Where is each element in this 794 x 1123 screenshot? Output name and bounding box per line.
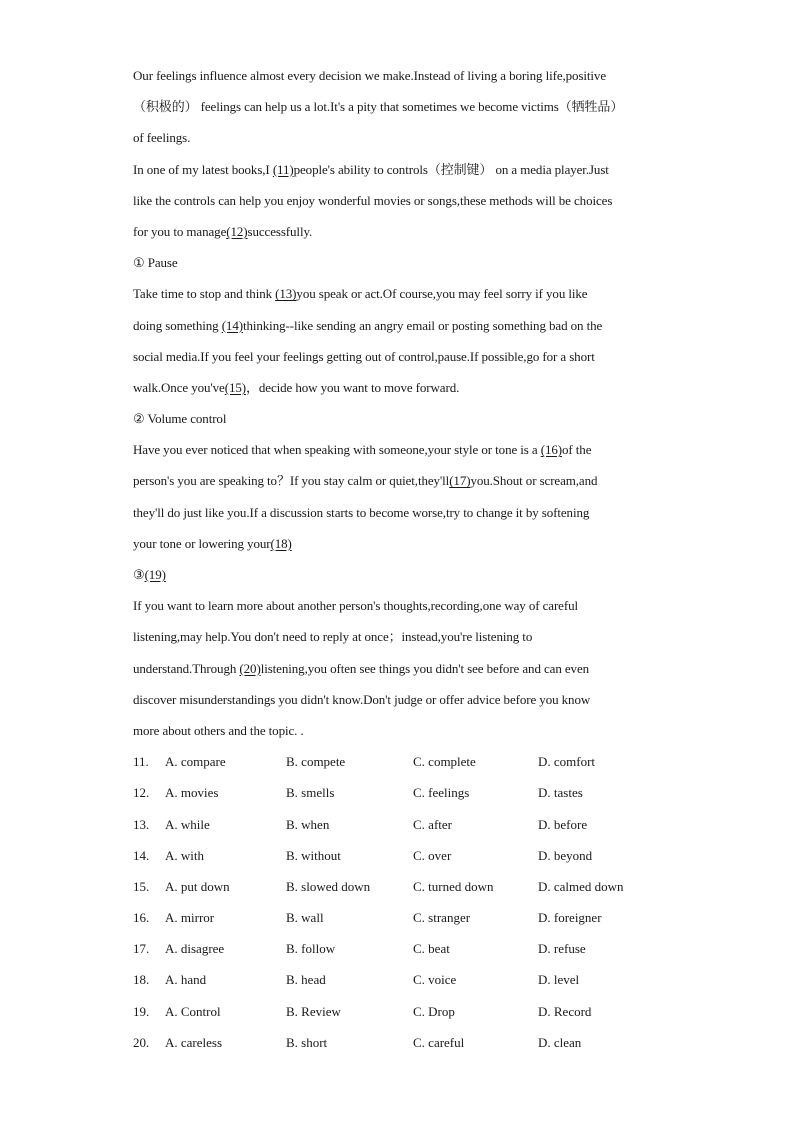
passage-text: If you want to learn more about another person's thoughts,recording,one way of careful	[133, 598, 578, 614]
option-c: C. feelings	[413, 785, 470, 801]
option-d: D. before	[538, 816, 588, 832]
option-b: B. wall	[286, 910, 324, 926]
blank-marker: (20)	[239, 660, 261, 676]
passage-text: social media.If you feel your feelings getting out of control,pause.If possible,go for a short	[133, 348, 595, 364]
question-row	[133, 871, 673, 902]
question-row	[133, 996, 673, 1027]
option-a: A. careless	[165, 1034, 223, 1050]
passage-line	[133, 247, 673, 278]
passage-text: for you to manage	[133, 223, 227, 239]
option-c: C. turned down	[413, 878, 494, 894]
option-d: D. clean	[538, 1034, 582, 1050]
blank-marker: (17)	[449, 473, 471, 489]
blank-marker: (16)	[540, 442, 562, 458]
option-c: C. complete	[413, 754, 476, 770]
passage-text: successfully.	[247, 223, 313, 239]
option-a: A. with	[165, 847, 204, 863]
question-row	[133, 840, 673, 871]
question-number: 20.	[133, 1034, 150, 1050]
passage-text: ① Pause	[133, 255, 178, 271]
option-a: A. compare	[165, 754, 226, 770]
reading-passage	[133, 60, 673, 746]
question-row	[133, 777, 673, 808]
passage-text: ，decide how you want to move forward.	[245, 379, 460, 395]
passage-line	[133, 310, 673, 341]
passage-line	[133, 497, 673, 528]
question-row	[133, 746, 673, 777]
passage-text: more about others and the topic. .	[133, 722, 304, 738]
question-row	[133, 809, 673, 840]
option-b: B. Review	[286, 1003, 341, 1019]
passage-line	[133, 653, 673, 684]
option-a: A. disagree	[165, 941, 225, 957]
option-d: D. Record	[538, 1003, 592, 1019]
passage-line	[133, 684, 673, 715]
option-a: A. Control	[165, 1003, 221, 1019]
passage-text: understand.Through	[133, 660, 240, 676]
passage-line	[133, 434, 673, 465]
option-b: B. without	[286, 847, 341, 863]
passage-text: of feelings.	[133, 130, 191, 146]
passage-line	[133, 91, 673, 122]
option-c: C. Drop	[413, 1003, 455, 1019]
blank-marker: (14)	[221, 317, 243, 333]
blank-marker: (12)	[226, 223, 248, 239]
blank-marker: (11)	[272, 161, 294, 177]
option-d: D. level	[538, 972, 580, 988]
option-d: D. tastes	[538, 785, 583, 801]
passage-line	[133, 185, 673, 216]
option-d: D. comfort	[538, 754, 596, 770]
passage-text: doing something	[133, 317, 222, 333]
document-page	[133, 60, 673, 1058]
passage-text: ③	[133, 567, 145, 582]
option-b: B. follow	[286, 941, 336, 957]
option-a: A. while	[165, 816, 210, 832]
passage-line	[133, 465, 673, 496]
passage-text: you.Shout or scream,and	[470, 473, 598, 489]
question-row	[133, 902, 673, 933]
passage-text: Take time to stop and think	[133, 286, 276, 302]
option-c: C. voice	[413, 972, 457, 988]
option-a: A. put down	[165, 878, 230, 894]
passage-text: walk.Once you've	[133, 379, 225, 395]
passage-text: your tone or lowering your	[133, 535, 271, 551]
question-list	[133, 746, 673, 1058]
passage-text: Our feelings influence almost every decision we make.Instead of living a boring life,positive	[133, 68, 607, 83]
blank-marker: (19)	[144, 567, 166, 582]
passage-line	[133, 278, 673, 309]
passage-line	[133, 341, 673, 372]
option-d: D. beyond	[538, 847, 593, 863]
passage-line	[133, 559, 673, 590]
blank-marker: (15)	[224, 379, 246, 395]
question-number: 12.	[133, 785, 150, 801]
passage-text: In one of my latest books,I	[133, 161, 273, 177]
passage-text: person's you are speaking to？If you stay calm or quiet,they'll	[133, 473, 450, 489]
passage-line	[133, 154, 673, 185]
passage-text: Have you ever noticed that when speaking with someone,your style or tone is a	[133, 442, 541, 458]
option-c: C. over	[413, 847, 452, 863]
option-c: C. careful	[413, 1034, 465, 1050]
question-row	[133, 933, 673, 964]
option-d: D. calmed down	[538, 878, 624, 894]
option-c: C. after	[413, 816, 452, 832]
option-b: B. head	[286, 972, 326, 988]
question-row	[133, 1027, 673, 1058]
option-b: B. when	[286, 816, 330, 832]
passage-text: thinking--like sending an angry email or posting something bad on the	[242, 317, 603, 333]
question-number: 14.	[133, 847, 150, 863]
blank-marker: (18)	[270, 535, 292, 551]
passage-text: you speak or act.Of course,you may feel sorry if you like	[296, 286, 588, 302]
passage-text: listening,may help.You don't need to reply at once；instead,you're listening to	[133, 629, 533, 645]
option-c: C. stranger	[413, 910, 471, 926]
passage-line	[133, 590, 673, 621]
passage-text: like the controls can help you enjoy wonderful movies or songs,these methods will be choices	[133, 192, 613, 208]
passage-text: discover misunderstandings you didn't know.Don't judge or offer advice before you know	[133, 691, 591, 707]
question-row	[133, 964, 673, 995]
question-number: 11.	[133, 754, 149, 770]
passage-text: ② Volume control	[133, 411, 227, 427]
question-number: 18.	[133, 972, 150, 988]
passage-line	[133, 60, 673, 91]
option-d: D. refuse	[538, 941, 586, 957]
passage-text: of the	[562, 442, 592, 458]
option-b: B. slowed down	[286, 878, 371, 894]
blank-marker: (13)	[275, 286, 297, 302]
passage-line	[133, 403, 673, 434]
question-number: 19.	[133, 1003, 150, 1019]
passage-line	[133, 715, 673, 746]
option-b: B. short	[286, 1034, 328, 1050]
option-c: C. beat	[413, 941, 450, 957]
option-a: A. movies	[165, 785, 219, 801]
option-b: B. smells	[286, 785, 335, 801]
passage-line	[133, 372, 673, 403]
passage-text: （积极的） feelings can help us a lot.It's a pity that sometimes we become victims（牺牲品）	[133, 99, 624, 115]
question-number: 13.	[133, 816, 150, 832]
passage-line	[133, 528, 673, 559]
option-b: B. compete	[286, 754, 346, 770]
question-number: 17.	[133, 941, 150, 957]
passage-text: listening,you often see things you didn't see before and can even	[260, 660, 590, 676]
passage-line	[133, 621, 673, 652]
option-a: A. mirror	[165, 910, 215, 926]
passage-text: people's ability to controls（控制键） on a media player.Just	[293, 161, 609, 177]
question-number: 15.	[133, 878, 150, 894]
passage-text: they'll do just like you.If a discussion starts to become worse,try to change it by softening	[133, 504, 590, 520]
passage-line	[133, 122, 673, 153]
option-d: D. foreigner	[538, 910, 602, 926]
question-number: 16.	[133, 910, 150, 926]
option-a: A. hand	[165, 972, 207, 988]
passage-line	[133, 216, 673, 247]
